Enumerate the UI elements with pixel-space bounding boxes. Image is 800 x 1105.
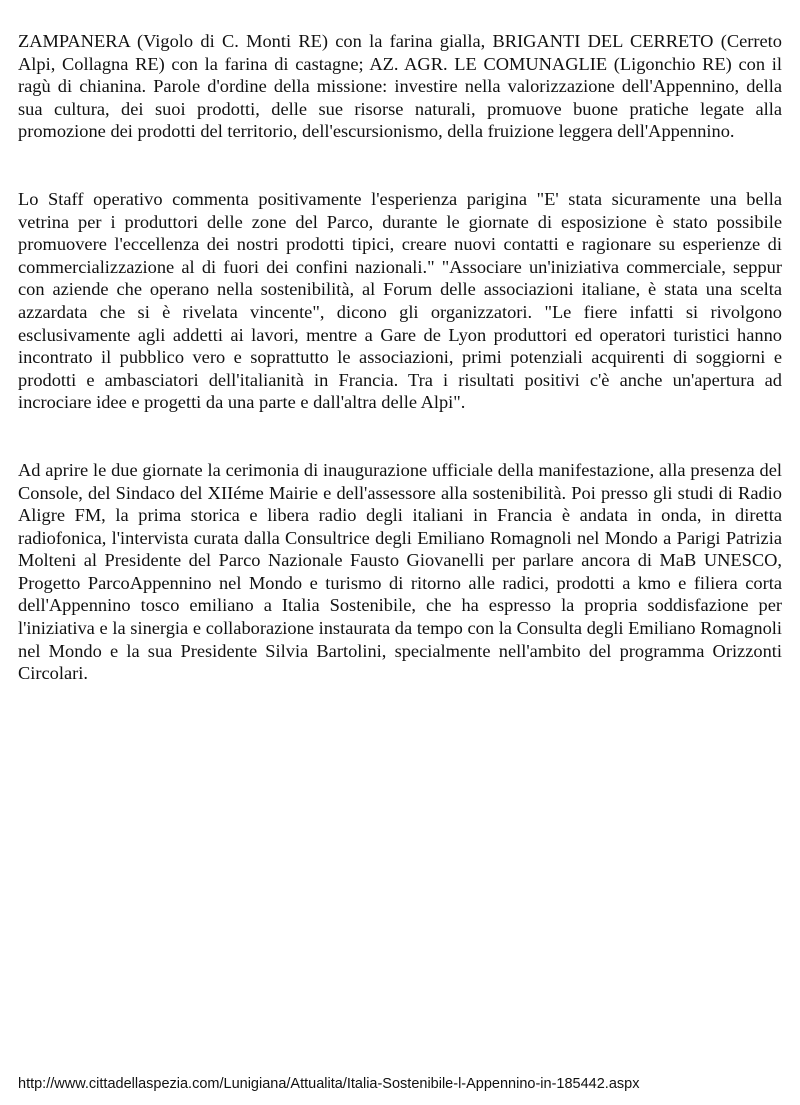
article-paragraph-3: Ad aprire le due giornate la cerimonia di inaugurazione ufficiale della manifestazione, alla presenza del Console, del Sindaco del XIIéme Mairie e dell'assessore alla sostenibilità. Poi presso gli studi di Radio Aligre FM, la prima storica e libera radio degli italiani in Francia è andata in onda, in diretta radiofonica, l'intervista curata dalla Consultrice degli Emiliano Romagnoli nel Mondo a Parigi Patrizia Molteni al Presidente del Parco Nazionale Fausto Giovanelli per parlare ancora di MaB UNESCO, Progetto ParcoAppennino nel Mondo e turismo di ritorno alle radici, prodotti a kmo e filiera corta dell'Appennino tosco emiliano a Italia Sostenibile, che ha espresso la propria soddisfazione per l'iniziativa e la sinergia e collaborazione instaurata da tempo con la Consulta degli Emiliano Romagnoli nel Mondo e la sua Presidente Silvia Bartolini, specialmente nell'ambito del programma Orizzonti Circolari. [18, 459, 782, 684]
article-paragraph-2: Lo Staff operativo commenta positivamente l'esperienza parigina "E' stata sicuramente una bella vetrina per i produttori delle zone del Parco, durante le giornate di esposizione è stato possibile promuovere l'eccellenza dei nostri prodotti tipici, creare nuovi contatti e ragionare su esperienze di commercializzazione al di fuori dei confini nazionali." "Associare un'iniziativa commerciale, seppur con aziende che operano nella sostenibilità, al Forum delle associazioni italiane, è stata una scelta azzardata che si è rivelata vincente", dicono gli organizzatori. "Le fiere infatti si rivolgono esclusivamente agli addetti ai lavori, mentre a Gare de Lyon produttori ed operatori turistici hanno incontrato il pubblico vero e soprattutto le associazioni, primi potenziali acquirenti di soggiorni e prodotti e ambasciatori dell'italianità in Francia. Tra i risultati positivi c'è anche un'apertura ad incrociare idee e progetti da una parte e dall'altra delle Alpi". [18, 188, 782, 413]
article-paragraph-1: ZAMPANERA (Vigolo di C. Monti RE) con la farina gialla, BRIGANTI DEL CERRETO (Cerreto Alpi, Collagna RE) con la farina di castagne; AZ. AGR. LE COMUNAGLIE (Ligonchio RE) con il ragù di chianina. Parole d'ordine della missione: investire nella valorizzazione dell'Appennino, della sua cultura, dei suoi prodotti, delle sue risorse naturali, promuove buone pratiche legate alla promozione dei prodotti del territorio, dell'escursionismo, della fruizione leggera dell'Appennino. [18, 31, 782, 142]
source-url: http://www.cittadellaspezia.com/Lunigiana/Attualita/Italia-Sostenibile-l-Appennino-in-185442.aspx [18, 1076, 640, 1092]
article-body [18, 30, 782, 685]
